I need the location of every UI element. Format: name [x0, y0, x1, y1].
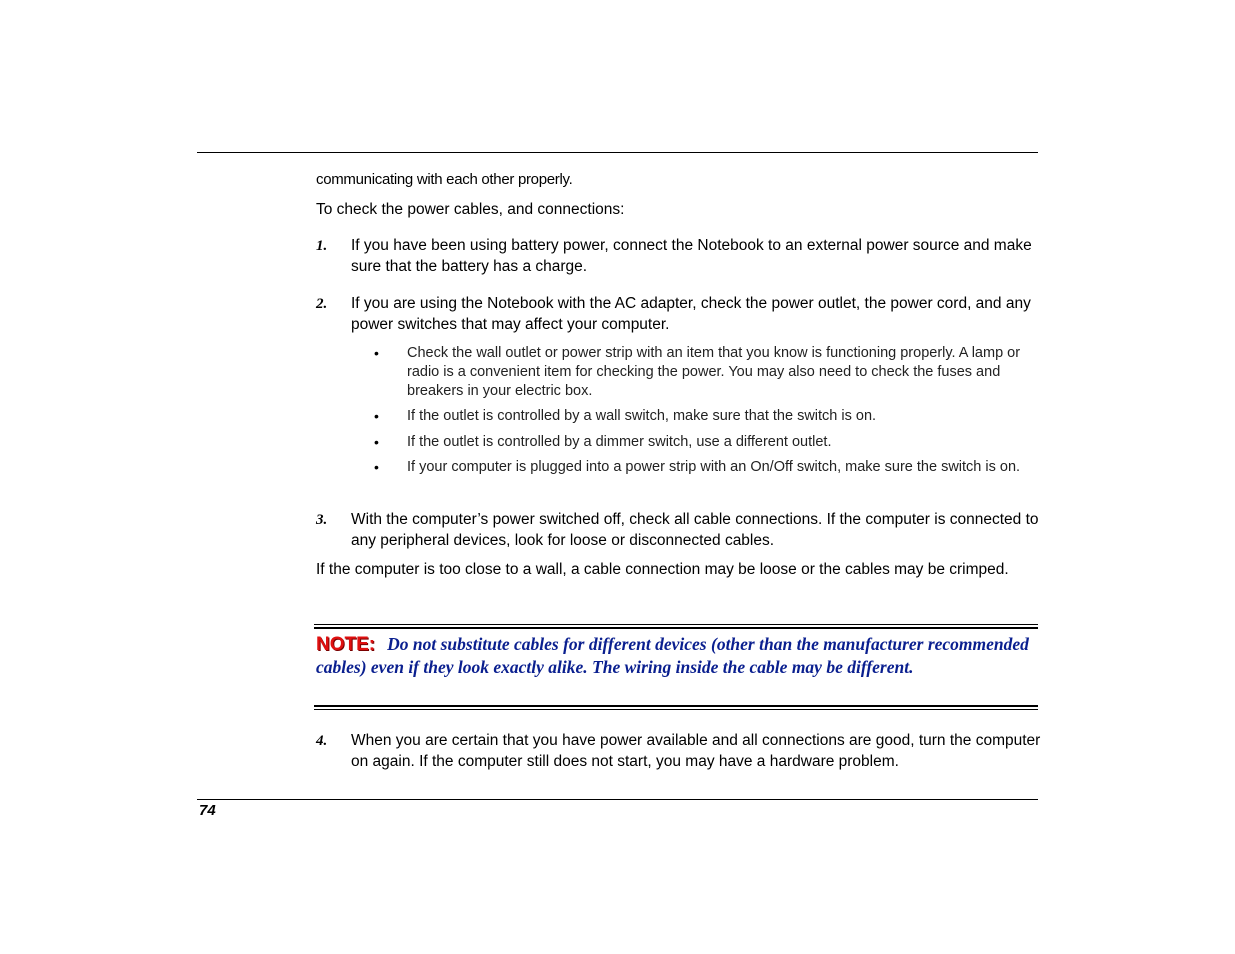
note-top-rule-thin — [314, 624, 1038, 625]
note-bottom-rule-thin — [314, 709, 1038, 710]
bullet-item-4: If your computer is plugged into a power strip with an On/Off switch, make sure the switch is on. — [407, 459, 1021, 475]
step-number-2: 2. — [316, 296, 328, 312]
bullet-item-3: If the outlet is controlled by a dimmer switch, use a different outlet. — [407, 434, 832, 450]
note-box — [316, 633, 1038, 678]
bullet-marker: • — [374, 459, 379, 475]
step-text-4: When you are certain that you have power available and all connections are good, turn the computer on again. If the computer still does not start, you may have a hardware problem. — [351, 732, 1041, 770]
step-number-3: 3. — [316, 512, 328, 528]
page-number: 74 — [199, 802, 216, 819]
bullet-item-2: If the outlet is controlled by a wall switch, make sure that the switch is on. — [407, 408, 877, 424]
bullet-item-1: Check the wall outlet or power strip with an item that you know is functioning properly. A lamp or radio is a convenient item for checking the power. You may also need to check the fuses and breakers in your electric box. — [407, 345, 1021, 399]
footer-rule — [197, 799, 1038, 800]
step-number-1: 1. — [316, 238, 328, 254]
note-bottom-rule-thick — [314, 705, 1038, 707]
note-top-rule-thick — [314, 627, 1038, 629]
step-text-2: If you are using the Notebook with the AC adapter, check the power outlet, the power cord, and any power switches that may affect your computer. — [351, 295, 1031, 333]
bullet-marker: • — [374, 434, 379, 450]
bullet-marker: • — [374, 408, 379, 424]
step-text-1: If you have been using battery power, connect the Notebook to an external power source and make sure that the battery has a charge. — [351, 237, 1032, 275]
intro-fragment: communicating with each other properly. — [316, 171, 573, 188]
note-text: Do not substitute cables for different devices (other than the manufacturer recommended cables) even if they look exactly alike. The wiring inside the cable may be different. — [316, 634, 1029, 677]
bullet-marker: • — [374, 345, 379, 361]
step-text-3: With the computer’s power switched off, check all cable connections. If the computer is connected to any peripheral devices, look for loose or disconnected cables. — [351, 511, 1039, 549]
header-rule — [197, 152, 1038, 153]
wall-paragraph: If the computer is too close to a wall, a cable connection may be loose or the cables may be crimped. — [316, 561, 1009, 578]
note-label: NOTE: — [316, 634, 376, 655]
step-number-4: 4. — [316, 733, 328, 749]
lead-paragraph: To check the power cables, and connections: — [316, 201, 625, 218]
